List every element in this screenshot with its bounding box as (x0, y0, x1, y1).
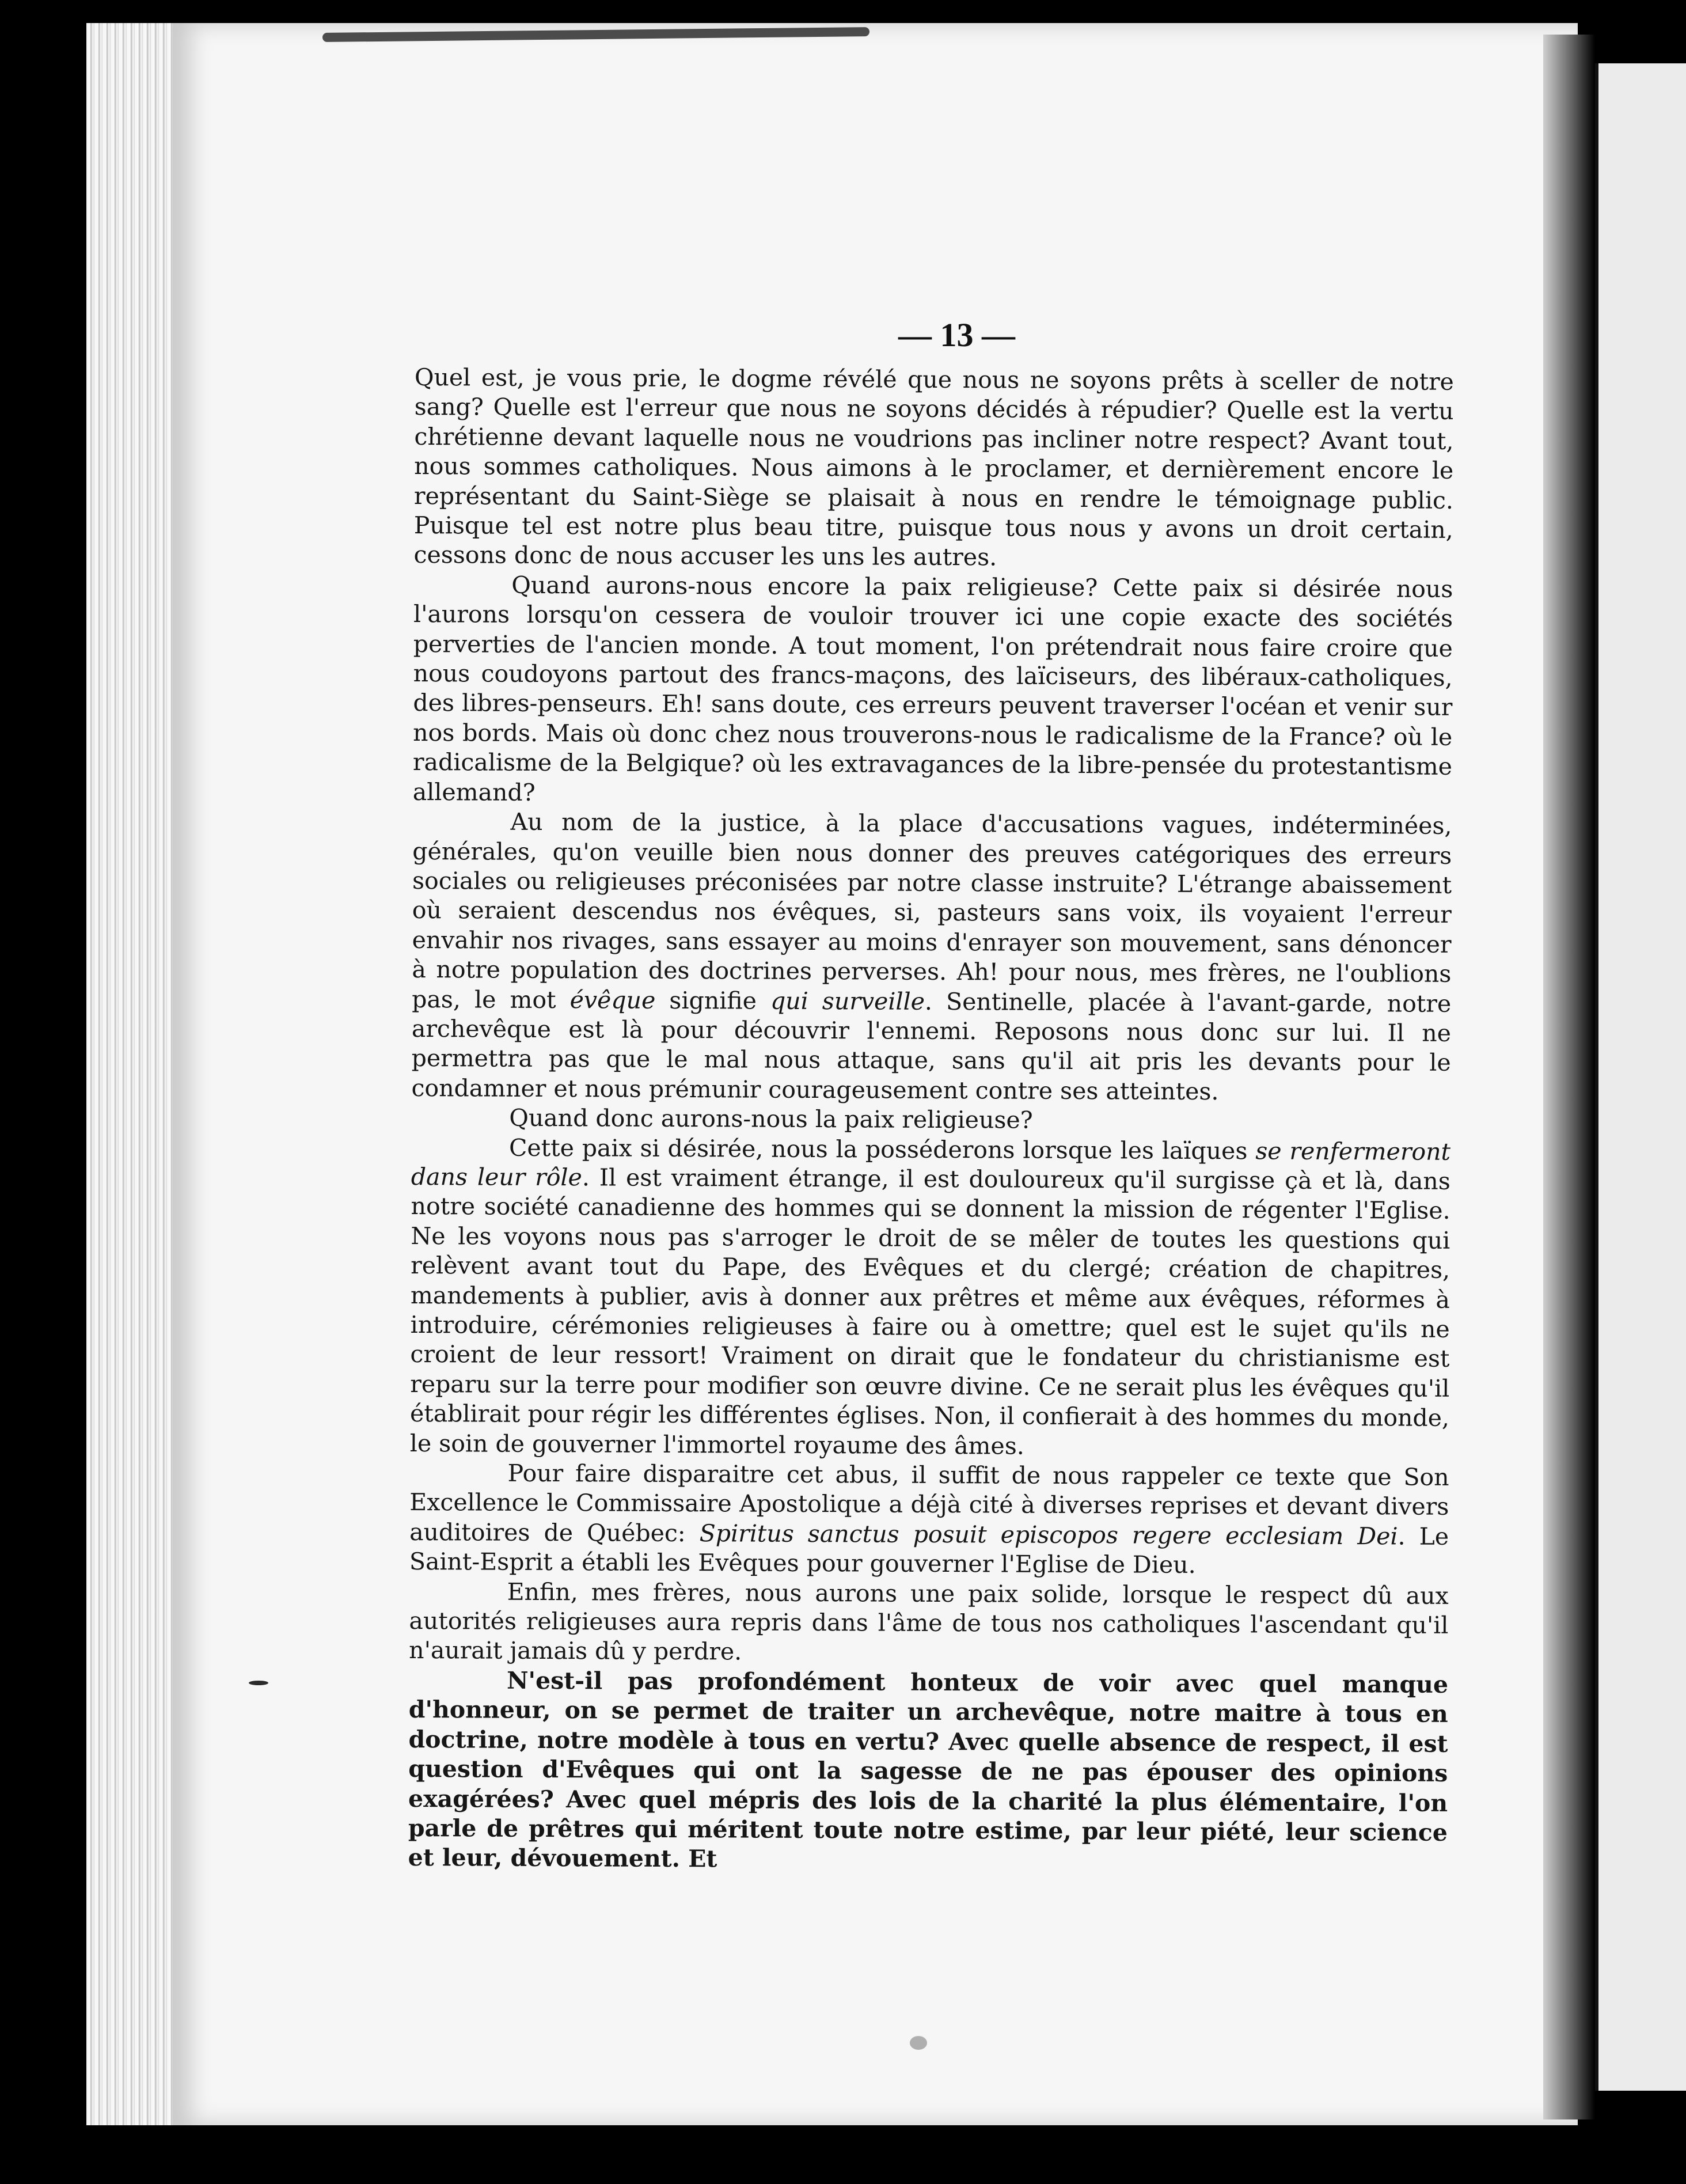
italic-text: se renfermeront dans leur rôle (411, 1136, 1451, 1192)
facing-page-edge (1595, 63, 1686, 2091)
text-run: . Sentinelle, placée à l'avant-garde, notre archevêque est là pour découvrir l'ennemi. Reposons nous donc sur lui. Il ne permettra pas que le mal nous attaque, sans qu'il ait pris les devants pour le condamner et nous prémunir courageusement contre ses atteintes. (411, 987, 1452, 1105)
page-number: — 13 — (898, 316, 1015, 354)
text-run: Quand aurons-nous encore la paix religieuse? Cette paix si désirée nous l'aurons lorsqu'on cessera de vouloir trouver ici une copie exacte des sociétés perverties de l'ancien monde. A tout moment, l'on prétendrait nous faire croire que nous coudoyons partout des francs-maçons, des laïciseurs, des libéraux-catholiques, des libres-penseurs. Eh! sans doute, ces erreurs peuvent traverser l'océan et venir sur nos bords. Mais où donc chez nous trouverons-nous le radicalisme de la France? où le radicalisme de la Belgique? où les extravagances de la libre-pensée du protestantisme allemand? (412, 571, 1453, 806)
paragraph (411, 1103, 1450, 1137)
paragraph (408, 1666, 1449, 1878)
italic-text: évêque (569, 985, 656, 1014)
paragraph (411, 807, 1452, 1108)
text-run: . Il est vraiment étrange, il est douloureux qu'il surgisse çà et là, dans notre société canadienne des hommes qui se donnent la mission de régenter l'Eglise. Ne les voyons nous pas s'arroger le droit de se mêler de toutes les questions qui relèvent avant tout du Pape, des Evêques et du clergé; création de chapitres, mandements à publier, avis à donner aux prêtres et même aux évêques, réformes à introduire, cérémonies religieuses à faire ou à omettre; quel est le sujet qu'ils ne croient de leur ressort! Vraiment on dirait que le fondateur du christianisme est reparu sur la terre pour modifier son œuvre divine. Ce ne serait plus les évêques qu'il établirait pour régir les différentes églises. Non, il confierait à des hommes du monde, le soin de gouverner l'immortel royaume des âmes. (409, 1163, 1450, 1460)
paragraph (413, 570, 1453, 812)
text-run: Au nom de la justice, à la place d'accusations vagues, indéterminées, générales, qu'on veuille bien nous donner des preuves catégoriques des erreurs sociales ou religieuses préconisées par notre classe instruite? L'étrange abaissement où seraient descendus nos évêques, si, pasteurs sans voix, ils voyaient l'erreur envahir nos rivages, sans essayer au moins d'enrayer son mouvement, sans dénoncer à notre population des doctrines perverses. Ah! pour nous, mes frères, ne l'oublions pas, le mot (412, 807, 1452, 1014)
book-gutter-shadow (1543, 35, 1595, 2119)
text-run: Quand donc aurons-nous la paix religieuse? (509, 1104, 1033, 1134)
ink-speck (249, 1681, 268, 1685)
text-run: Enfin, mes frères, nous aurons une paix solide, lorsque le respect dû aux autorités religieuses aura repris dans l'âme de tous nos catholiques l'ascendant qu'il n'aurait jamais dû y perdre. (409, 1578, 1449, 1666)
text-run: signifie (655, 986, 771, 1015)
text-run: Pour faire disparaitre cet abus, il suffit de nous rappeler ce texte que Son Excellence le Commissaire Apostolique a déjà cité à diverses reprises et devant divers auditoires de Québec: (409, 1459, 1449, 1548)
text-run: Cette paix si désirée, nous la posséderons lorsque les laïques (508, 1133, 1256, 1165)
page-stack-edges (86, 23, 175, 2125)
paragraph (410, 1133, 1450, 1463)
italic-text: Spiritus sanctus posuit episcopos regere ecclesiam Dei (699, 1519, 1398, 1550)
text-run: . Le Saint-Esprit a établi les Evêques pour gouverner l'Eglise de Dieu. (409, 1522, 1449, 1579)
italic-text: qui surveille (770, 987, 925, 1015)
paragraph (413, 363, 1454, 575)
paragraph (409, 1458, 1449, 1581)
paragraph (409, 1577, 1449, 1670)
text-run: Quel est, je vous prie, le dogme révélé que nous ne soyons prêts à sceller de notre sang? Quelle est l'erreur que nous ne soyons décidés à répudier? Quelle est la vertu chrétienne devant laquelle nous ne voudrions pas incliner notre respect? Avant tout, nous sommes catholiques. Nous aimons à le proclamer, et dernièrement encore le représentant du Saint-Siège se plaisait à nous en rendre le témoignage public. Puisque tel est notre plus beau titre, puisque tous nous y avons un droit certain, cessons donc de nous accuser les uns les autres. (413, 363, 1454, 571)
text-run: N'est-il pas profondément honteux de voir avec quel manque d'honneur, on se permet de traiter un archevêque, notre maitre à tous en doctrine, notre modèle à tous en vertu? Avec quelle absence de respect, il est question d'Evêques qui ont la sagesse de ne pas épouser des opinions exagérées? Avec quel mépris des lois de la charité la plus élémentaire, l'on parle de prêtres qui méritent toute notre estime, par leur piété, leur science et leur, dévouement. Et (408, 1666, 1449, 1873)
ink-speck (910, 2036, 927, 2050)
body-text (408, 363, 1454, 1878)
